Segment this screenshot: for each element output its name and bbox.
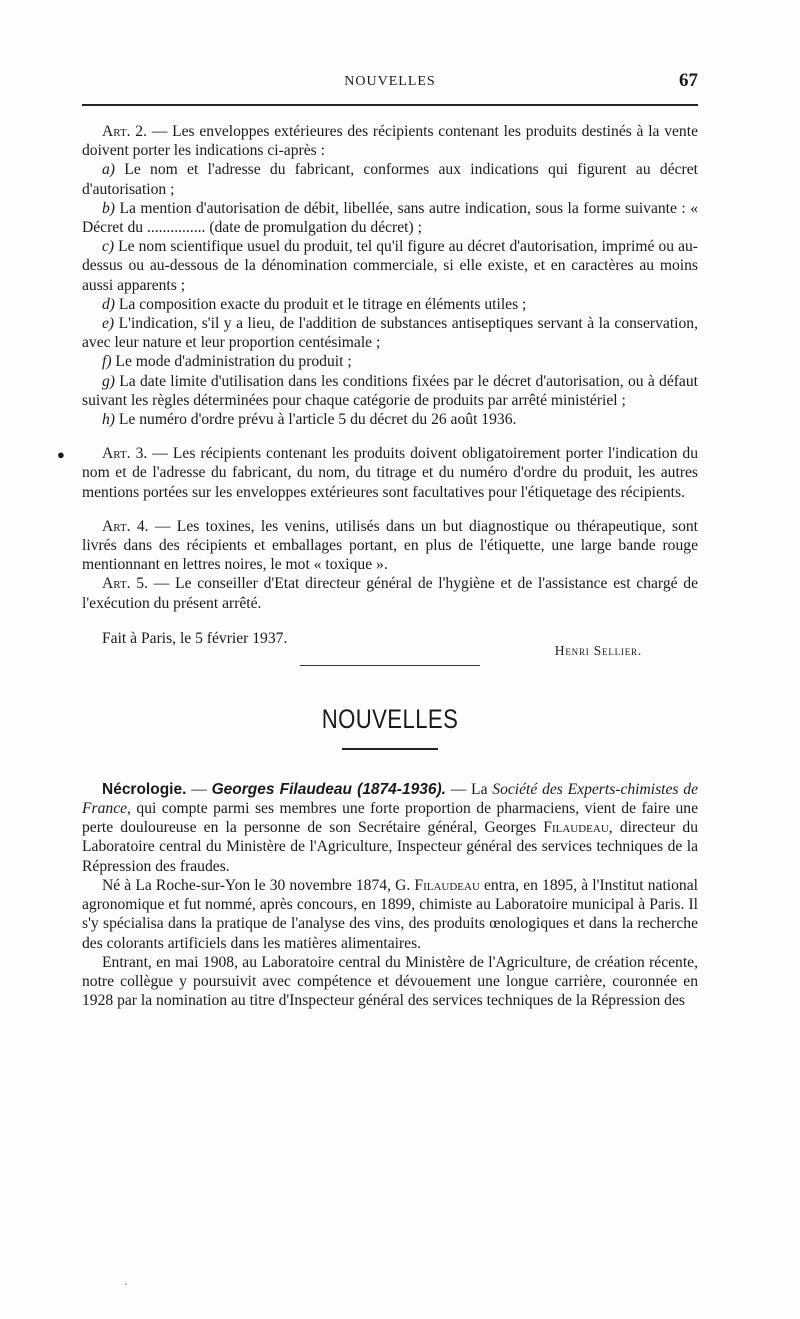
signoff bbox=[82, 629, 698, 658]
obituary-label: Nécrologie. bbox=[102, 780, 187, 798]
item-text: Le numéro d'ordre prévu à l'article 5 du décret du 26 août 1936. bbox=[115, 411, 517, 429]
item-text: Le nom scientifique usuel du produit, tel qu'il figure au décret d'autorisation, imprimé ou au-dessus ou au-dessous de la dénomination commerciale, si elle existe, et en caractères au moins aussi apparents ; bbox=[82, 238, 698, 294]
item-letter: g) bbox=[102, 372, 115, 390]
item-letter: c) bbox=[102, 238, 115, 256]
surname: Filaudeau bbox=[543, 819, 609, 837]
signature: Henri Sellier. bbox=[554, 642, 642, 658]
item-text: Le nom et l'adresse du fabricant, conformes aux indications qui figurent au décret d'autorisation ; bbox=[82, 161, 698, 198]
item-text: La mention d'autorisation de débit, libellée, sans autre indication, sous la forme suivante : « Décret du ............... (date de promulgation du décret) ; bbox=[82, 199, 698, 237]
article-label: Art. 3. bbox=[102, 445, 148, 463]
article-text: — Les récipients contenant les produits doivent obligatoirement porter l'indication du nom et de l'adresse du fabricant, du nom, du titrage et du numéro d'ordre du produit, les autres mentions portées sur les enveloppes extérieures sont facultatives pour l'étiquetage des récipients. bbox=[82, 445, 698, 501]
article-2-item bbox=[82, 352, 698, 371]
article-2-item bbox=[82, 295, 698, 314]
running-header bbox=[82, 70, 698, 96]
obituary-paragraph-2 bbox=[82, 876, 698, 953]
title-rule bbox=[342, 748, 438, 750]
article-2-item bbox=[82, 410, 698, 429]
obituary-name: Georges Filaudeau (1874-1936). bbox=[211, 780, 446, 798]
article-2-item bbox=[82, 199, 698, 237]
dash: — La bbox=[445, 780, 493, 798]
article-4 bbox=[82, 517, 698, 575]
obituary-paragraph-1 bbox=[82, 780, 698, 876]
article-5 bbox=[82, 574, 698, 612]
item-letter: f) bbox=[102, 353, 112, 371]
page-number: 67 bbox=[679, 70, 698, 91]
article-2 bbox=[82, 122, 698, 160]
society-name: Société des Experts-chimistes de France bbox=[82, 780, 698, 818]
article-text: — Les enveloppes extérieures des récipients contenant les produits destinés à la vente doivent porter les indications ci-après : bbox=[82, 123, 698, 160]
item-text: La composition exacte du produit et le titrage en éléments utiles ; bbox=[115, 295, 527, 313]
item-letter: a) bbox=[102, 161, 115, 179]
article-2-item bbox=[82, 160, 698, 198]
paragraph-text: entra, en 1895, à l'Institut national agronomique et fut nommé, après concours, en 1899, chimiste au Laboratoire municipal à Paris. Il s'y spécialisa dans la pratique de l'analyse des vins, des produits œnologiques et dans la recherche des colorants artificiels dans les matières alimentaires. bbox=[82, 876, 698, 952]
article-3 bbox=[82, 444, 698, 502]
item-letter: b) bbox=[102, 199, 115, 217]
paragraph-text: , qui compte parmi ses membres une forte proportion de pharmaciens, vient de faire une perte douloureuse en la personne de son Secrétaire général, Georges bbox=[82, 800, 698, 837]
body-text bbox=[57, 122, 698, 1010]
item-letter: d) bbox=[102, 295, 115, 313]
article-label: Art. 2. bbox=[102, 123, 147, 140]
spacer bbox=[82, 502, 698, 517]
surname: Filaudeau bbox=[414, 876, 480, 894]
running-title: NOUVELLES bbox=[344, 74, 436, 89]
obituary-paragraph-3: Entrant, en mai 1908, au Laboratoire central du Ministère de l'Agriculture, de création récente, notre collègue y poursuivit avec compétence et dévouement une longue carrière, couronnée en 1928 par la nomination au titre d'Inspecteur général des services techniques de la Répression des bbox=[82, 953, 698, 1010]
article-3-wrap bbox=[57, 444, 698, 502]
article-2-item bbox=[82, 314, 698, 352]
paragraph-text: , directeur du Laboratoire central du Ministère de l'Agriculture, Inspecteur général des services techniques de la Répression des fraudes. bbox=[82, 819, 698, 875]
section-title: NOUVELLES bbox=[321, 703, 459, 734]
article-label: Art. 4. bbox=[102, 517, 149, 535]
spacer bbox=[82, 429, 698, 444]
article-2-item bbox=[82, 237, 698, 295]
header-rule bbox=[82, 104, 698, 106]
item-text: Le mode d'administration du produit ; bbox=[111, 353, 352, 371]
place-date: Fait à Paris, le 5 février 1937. bbox=[102, 629, 288, 647]
item-text: La date limite d'utilisation dans les conditions fixées par le décret d'autorisation, ou à défaut suivant les règles déterminées pour chaque catégorie de produits par arrêté ministériel ; bbox=[82, 372, 698, 409]
article-2-items bbox=[82, 160, 698, 429]
print-mark: · bbox=[124, 1280, 128, 1291]
bullet-mark: ● bbox=[57, 447, 65, 463]
paragraph-text: Né à La Roche-sur-Yon le 30 novembre 1874, G. bbox=[102, 876, 415, 894]
item-letter: h) bbox=[102, 411, 115, 429]
article-text: — Le conseiller d'Etat directeur général de l'hygiène et de l'assistance est chargé de l'exécution du présent arrêté. bbox=[82, 575, 698, 612]
article-2-item bbox=[82, 372, 698, 410]
item-text: L'indication, s'il y a lieu, de l'addition de substances antiseptiques servant à la conservation, avec leur nature et leur proportion centésimale ; bbox=[82, 315, 698, 352]
dash: — bbox=[186, 780, 212, 798]
article-label: Art. 5. bbox=[102, 575, 148, 593]
article-text: — Les toxines, les venins, utilisés dans un but diagnostique ou thérapeutique, sont livrés dans des récipients et emballages portant, en plus de l'étiquette, une large bande rouge mentionnant en lettres noires, le mot « toxique ». bbox=[82, 517, 698, 574]
separator-rule bbox=[300, 665, 480, 666]
item-letter: e) bbox=[102, 315, 115, 333]
